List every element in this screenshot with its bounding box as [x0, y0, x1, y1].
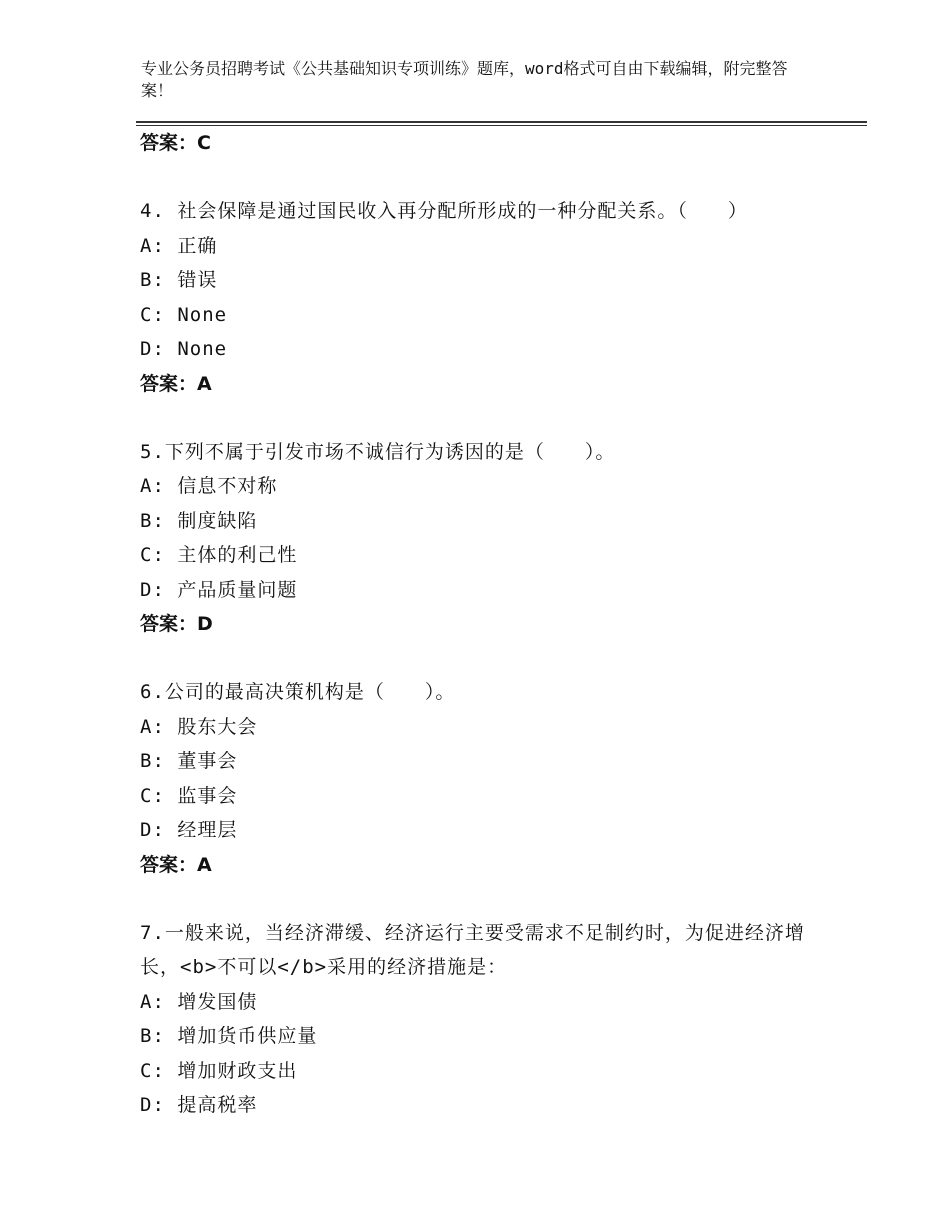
option-c: C: 监事会 — [140, 784, 238, 807]
option-a: A: 增发国债 — [140, 990, 258, 1013]
question-text: 7.一般来说，当经济滞缓、经济运行主要受需求不足制约时，为促进经济增长，<b>不可以</b>采用的经济措施是： — [140, 921, 805, 978]
option-b: B: 增加货币供应量 — [140, 1025, 318, 1047]
option-b: B: 错误 — [140, 269, 218, 291]
option-d: D: 经理层 — [140, 819, 238, 841]
question-text: 5.下列不属于引发市场不诚信行为诱因的是（ ）。 — [140, 440, 616, 463]
option-a: A: 信息不对称 — [140, 475, 278, 497]
page-header-text: 专业公务员招聘考试《公共基础知识专项训练》题库，word格式可自由下载编辑，附完整答案！ — [141, 59, 788, 100]
question-block — [140, 916, 830, 1123]
option-a: A: 正确 — [140, 234, 218, 257]
option-d: D: 提高税率 — [140, 1094, 258, 1116]
option-c: C: 主体的利己性 — [140, 544, 298, 566]
question-block — [140, 194, 830, 401]
answer-line: 答案：A — [140, 372, 212, 395]
option-b: B: 制度缺陷 — [140, 509, 258, 532]
answer-line: 答案：C — [140, 132, 211, 154]
question-text: 6.公司的最高决策机构是（ ）。 — [140, 681, 456, 703]
option-d: D: 产品质量问题 — [140, 578, 298, 601]
option-c: C: 增加财政支出 — [140, 1059, 298, 1082]
option-a: A: 股东大会 — [140, 715, 258, 738]
option-c: C: None — [140, 303, 228, 326]
question-content — [140, 126, 830, 1123]
answer-line: 答案：A — [140, 853, 212, 876]
answer-line: 答案：D — [140, 613, 213, 635]
option-b: B: 董事会 — [140, 750, 238, 772]
header-divider-thick-line — [136, 121, 867, 123]
option-d: D: None — [140, 338, 228, 360]
question-block — [140, 435, 830, 642]
question-block — [140, 675, 830, 882]
question-text: 4. 社会保障是通过国民收入再分配所形成的一种分配关系。（ ） — [140, 200, 748, 222]
